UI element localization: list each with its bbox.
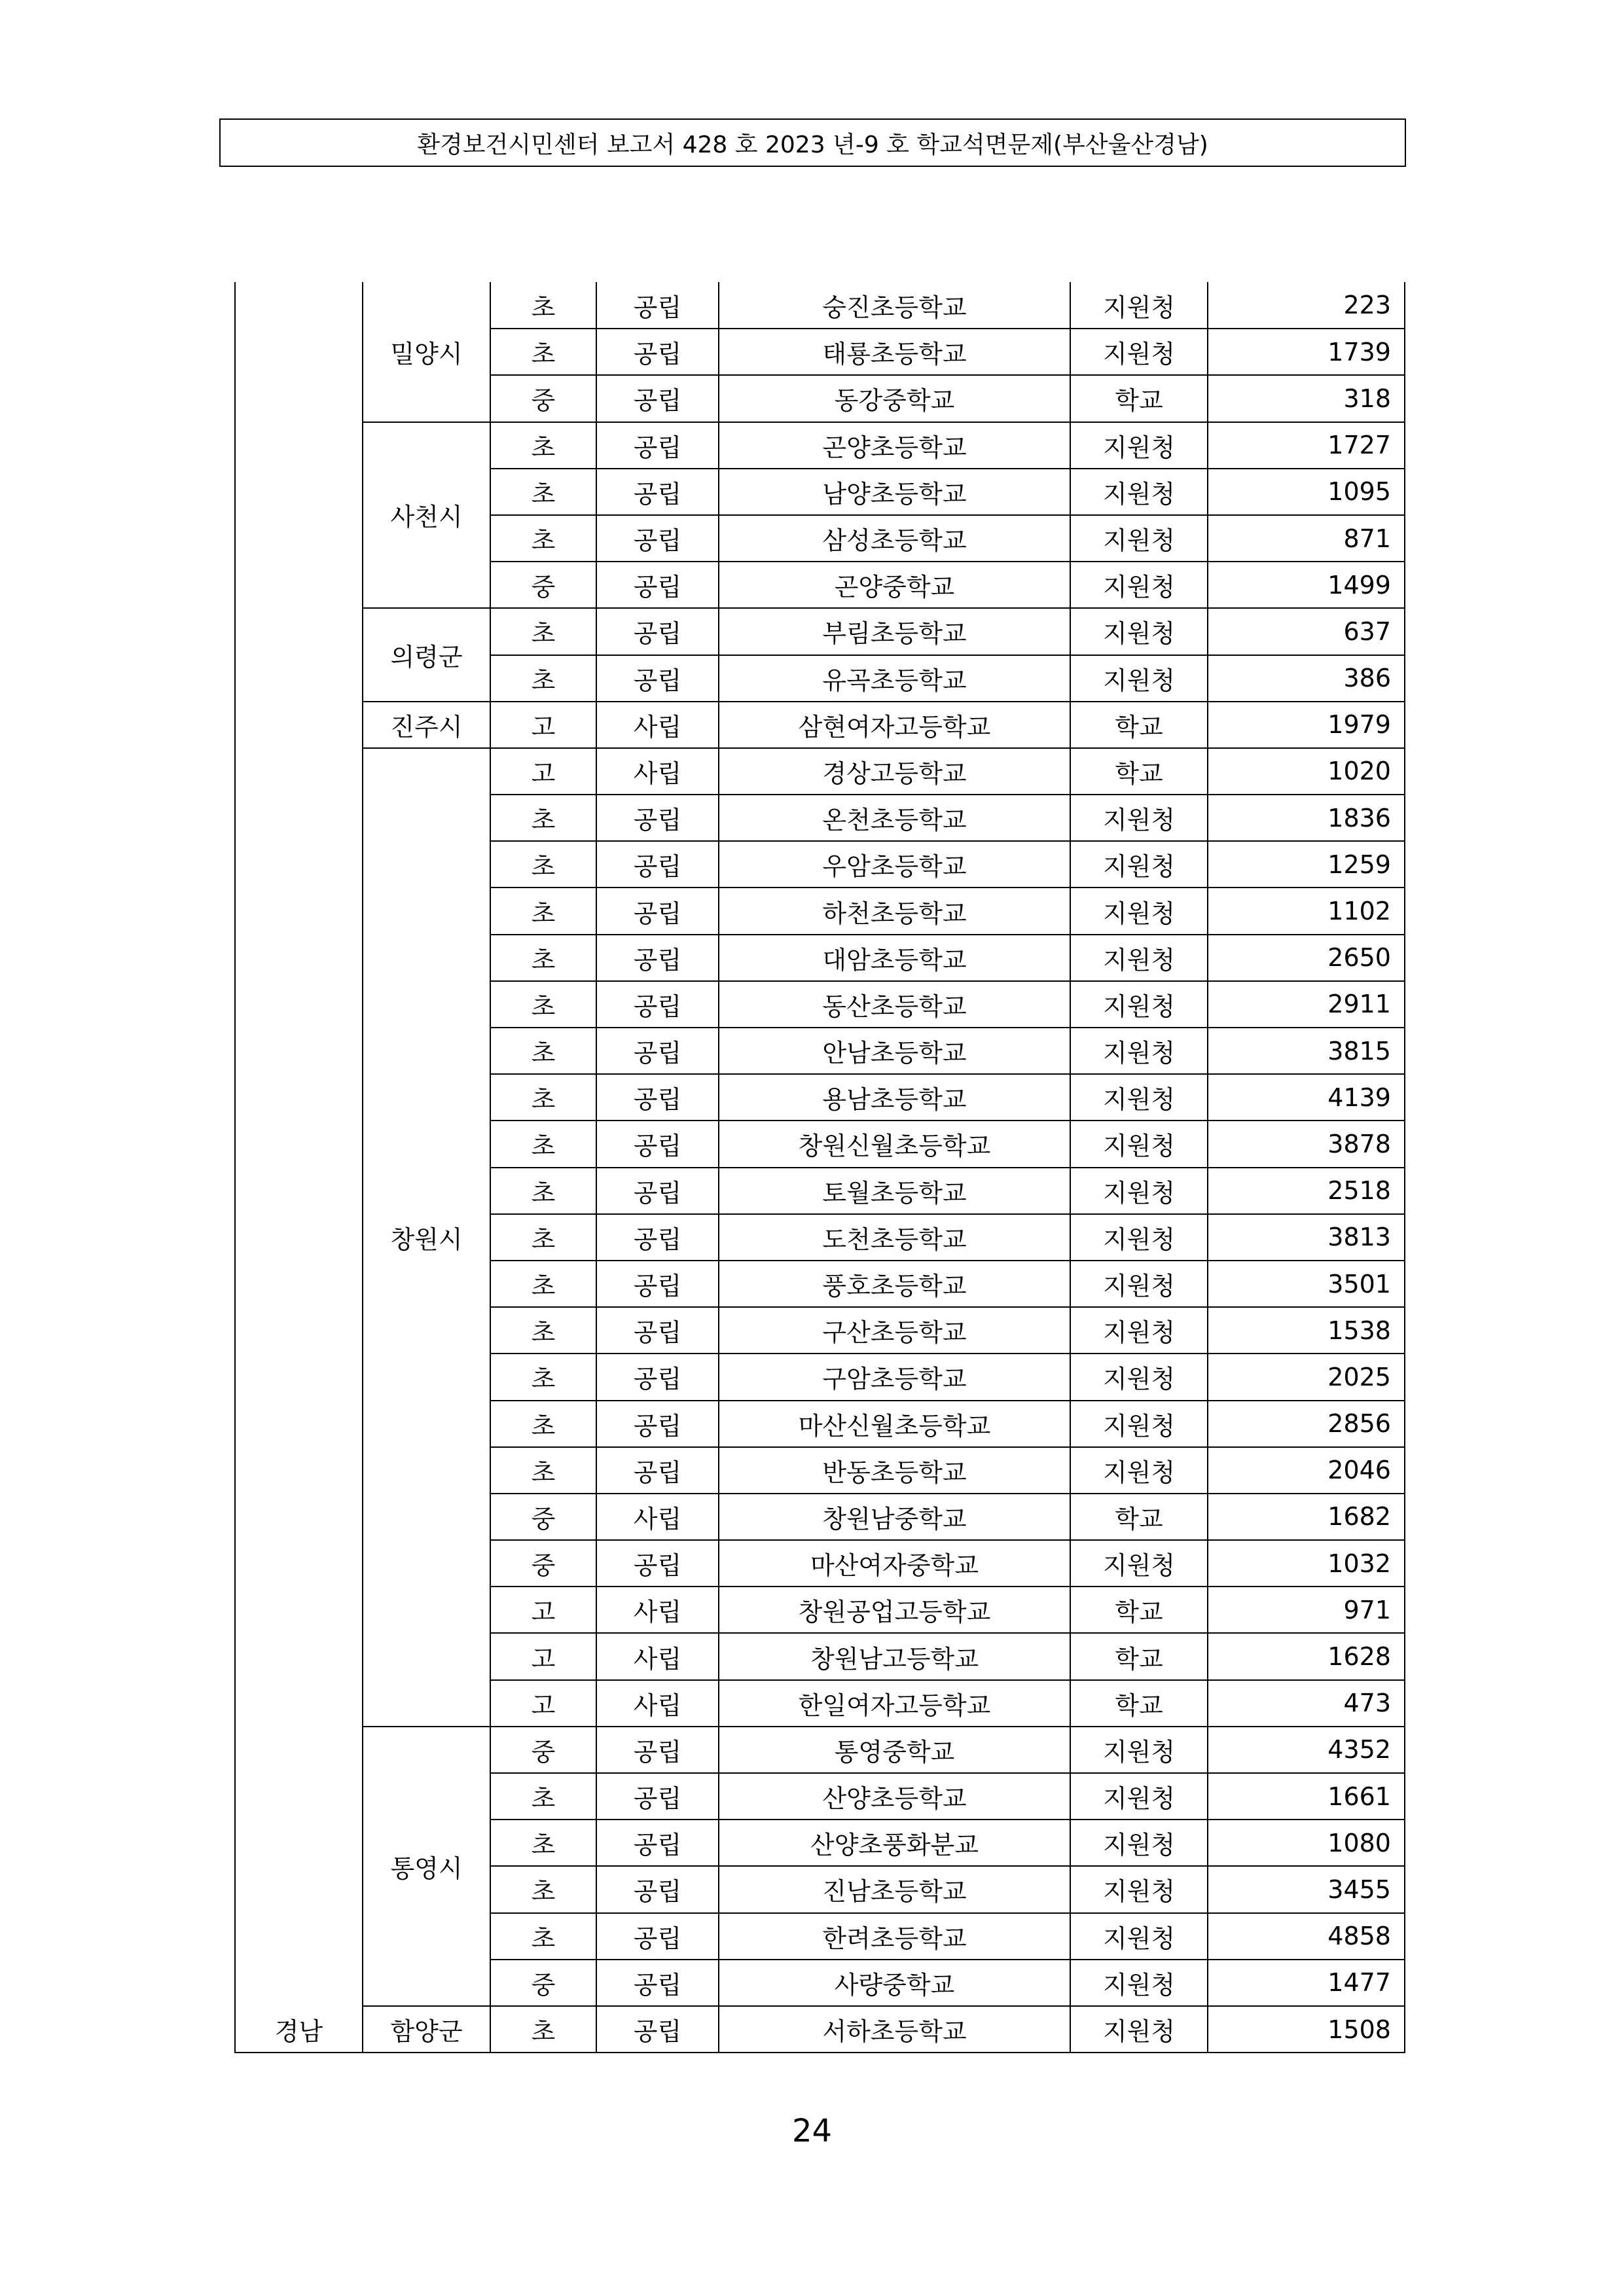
region-cell: [235, 1913, 363, 1960]
count-cell: 1102: [1208, 888, 1405, 934]
school-level-cell: 중: [490, 562, 596, 608]
management-cell: 지원청: [1070, 1214, 1208, 1261]
management-cell: 지원청: [1070, 2006, 1208, 2053]
school-name-cell: 하천초등학교: [719, 888, 1070, 934]
management-cell: 지원청: [1070, 562, 1208, 608]
school-name-cell: 삼성초등학교: [719, 515, 1070, 562]
school-level-cell: 중: [490, 1494, 596, 1540]
count-cell: 1538: [1208, 1307, 1405, 1354]
management-cell: 지원청: [1070, 1820, 1208, 1866]
school-level-cell: 초: [490, 1866, 596, 1912]
school-type-cell: 공립: [596, 1960, 719, 2006]
school-name-cell: 온천초등학교: [719, 795, 1070, 841]
school-name-cell: 진남초등학교: [719, 1866, 1070, 1912]
count-cell: 971: [1208, 1587, 1405, 1633]
region-cell: [235, 795, 363, 841]
school-level-cell: 고: [490, 748, 596, 795]
school-type-cell: 공립: [596, 935, 719, 981]
school-type-cell: 공립: [596, 1028, 719, 1074]
school-type-cell: 공립: [596, 655, 719, 702]
school-name-cell: 동산초등학교: [719, 981, 1070, 1028]
count-cell: 473: [1208, 1680, 1405, 1727]
school-level-cell: 초: [490, 1214, 596, 1261]
school-name-cell: 창원남중학교: [719, 1494, 1070, 1540]
count-cell: 3501: [1208, 1261, 1405, 1307]
region-cell: [235, 841, 363, 888]
school-level-cell: 초: [490, 1028, 596, 1074]
school-type-cell: 공립: [596, 1214, 719, 1261]
count-cell: 3813: [1208, 1214, 1405, 1261]
school-level-cell: 초: [490, 1773, 596, 1820]
region-cell: [235, 562, 363, 608]
school-type-cell: 사립: [596, 748, 719, 795]
school-type-cell: 공립: [596, 1401, 719, 1447]
school-name-cell: 경상고등학교: [719, 748, 1070, 795]
management-cell: 지원청: [1070, 655, 1208, 702]
school-name-cell: 삼현여자고등학교: [719, 702, 1070, 748]
count-cell: 4139: [1208, 1074, 1405, 1121]
region-cell: [235, 935, 363, 981]
region-cell: [235, 1074, 363, 1121]
school-level-cell: 고: [490, 702, 596, 748]
school-type-cell: 공립: [596, 515, 719, 562]
school-level-cell: 초: [490, 1913, 596, 1960]
count-cell: 1032: [1208, 1540, 1405, 1587]
school-type-cell: 공립: [596, 1168, 719, 1214]
region-cell: [235, 702, 363, 748]
count-cell: 1499: [1208, 562, 1405, 608]
school-level-cell: 초: [490, 2006, 596, 2053]
school-level-cell: 중: [490, 375, 596, 422]
table-row: [235, 1727, 1405, 1773]
management-cell: 지원청: [1070, 515, 1208, 562]
city-cell: 함양군: [363, 2006, 490, 2053]
management-cell: 지원청: [1070, 1121, 1208, 1167]
school-name-cell: 창원신월초등학교: [719, 1121, 1070, 1167]
count-cell: 4858: [1208, 1913, 1405, 1960]
region-cell: [235, 1633, 363, 1679]
school-name-cell: 반동초등학교: [719, 1447, 1070, 1494]
school-type-cell: 사립: [596, 1494, 719, 1540]
school-level-cell: 초: [490, 1261, 596, 1307]
school-type-cell: 공립: [596, 1121, 719, 1167]
school-type-cell: 공립: [596, 1447, 719, 1494]
region-cell: [235, 1820, 363, 1866]
count-cell: 223: [1208, 282, 1405, 329]
school-name-cell: 곤양초등학교: [719, 422, 1070, 469]
region-cell: [235, 1354, 363, 1400]
region-cell: [235, 1028, 363, 1074]
count-cell: 1727: [1208, 422, 1405, 469]
table-body: [235, 282, 1405, 2053]
school-level-cell: 초: [490, 282, 596, 329]
management-cell: 학교: [1070, 1633, 1208, 1679]
count-cell: 3455: [1208, 1866, 1405, 1912]
count-cell: 637: [1208, 608, 1405, 655]
school-type-cell: 공립: [596, 795, 719, 841]
region-cell: [235, 748, 363, 795]
region-cell: [235, 329, 363, 375]
count-cell: 2911: [1208, 981, 1405, 1028]
school-name-cell: 통영중학교: [719, 1727, 1070, 1773]
school-type-cell: 공립: [596, 841, 719, 888]
school-level-cell: 초: [490, 1401, 596, 1447]
school-level-cell: 초: [490, 469, 596, 515]
school-name-cell: 용남초등학교: [719, 1074, 1070, 1121]
management-cell: 지원청: [1070, 888, 1208, 934]
region-cell: [235, 422, 363, 469]
school-name-cell: 창원남고등학교: [719, 1633, 1070, 1679]
management-cell: 학교: [1070, 1494, 1208, 1540]
count-cell: 1477: [1208, 1960, 1405, 2006]
report-title: 환경보건시민센터 보고서 428 호 2023 년-9 호 학교석면문제(부산울산경남): [417, 131, 1208, 158]
count-cell: 1682: [1208, 1494, 1405, 1540]
school-level-cell: 고: [490, 1587, 596, 1633]
page-number: 24: [791, 2113, 833, 2149]
count-cell: 1628: [1208, 1633, 1405, 1679]
school-level-cell: 고: [490, 1633, 596, 1679]
school-type-cell: 사립: [596, 1633, 719, 1679]
count-cell: 871: [1208, 515, 1405, 562]
school-type-cell: 공립: [596, 1307, 719, 1354]
management-cell: 지원청: [1070, 1028, 1208, 1074]
region-cell: [235, 1168, 363, 1214]
school-type-cell: 공립: [596, 1727, 719, 1773]
school-level-cell: 중: [490, 1727, 596, 1773]
region-cell: [235, 282, 363, 329]
school-level-cell: 중: [490, 1960, 596, 2006]
management-cell: 지원청: [1070, 795, 1208, 841]
school-level-cell: 초: [490, 1307, 596, 1354]
report-header: [219, 118, 1406, 167]
school-type-cell: 공립: [596, 608, 719, 655]
school-name-cell: 동강중학교: [719, 375, 1070, 422]
school-name-cell: 산양초등학교: [719, 1773, 1070, 1820]
school-name-cell: 부림초등학교: [719, 608, 1070, 655]
school-name-cell: 한일여자고등학교: [719, 1680, 1070, 1727]
region-cell: [235, 1773, 363, 1820]
school-type-cell: 공립: [596, 1773, 719, 1820]
region-cell: [235, 1680, 363, 1727]
region-cell: [235, 1447, 363, 1494]
count-cell: 2650: [1208, 935, 1405, 981]
school-level-cell: 초: [490, 1121, 596, 1167]
count-cell: 2046: [1208, 1447, 1405, 1494]
school-name-cell: 풍호초등학교: [719, 1261, 1070, 1307]
school-level-cell: 초: [490, 1074, 596, 1121]
count-cell: 1020: [1208, 748, 1405, 795]
school-type-cell: 사립: [596, 1680, 719, 1727]
management-cell: 지원청: [1070, 329, 1208, 375]
school-type-cell: 공립: [596, 1261, 719, 1307]
count-cell: 1979: [1208, 702, 1405, 748]
management-cell: 지원청: [1070, 1540, 1208, 1587]
school-name-cell: 태룡초등학교: [719, 329, 1070, 375]
school-level-cell: 초: [490, 841, 596, 888]
school-level-cell: 초: [490, 329, 596, 375]
school-type-cell: 공립: [596, 1074, 719, 1121]
region-cell: [235, 1307, 363, 1354]
school-asbestos-table: [234, 282, 1405, 2053]
school-name-cell: 창원공업고등학교: [719, 1587, 1070, 1633]
region-cell: [235, 469, 363, 515]
school-type-cell: 공립: [596, 469, 719, 515]
school-type-cell: 공립: [596, 2006, 719, 2053]
count-cell: 2025: [1208, 1354, 1405, 1400]
school-name-cell: 한려초등학교: [719, 1913, 1070, 1960]
school-type-cell: 공립: [596, 282, 719, 329]
management-cell: 지원청: [1070, 1773, 1208, 1820]
management-cell: 지원청: [1070, 1913, 1208, 1960]
school-name-cell: 토월초등학교: [719, 1168, 1070, 1214]
region-cell: [235, 1261, 363, 1307]
count-cell: 4352: [1208, 1727, 1405, 1773]
management-cell: 지원청: [1070, 469, 1208, 515]
management-cell: 지원청: [1070, 422, 1208, 469]
school-name-cell: 마산신월초등학교: [719, 1401, 1070, 1447]
school-type-cell: 공립: [596, 422, 719, 469]
management-cell: 지원청: [1070, 1168, 1208, 1214]
region-cell: [235, 1540, 363, 1587]
count-cell: 318: [1208, 375, 1405, 422]
management-cell: 학교: [1070, 702, 1208, 748]
table-row: [235, 748, 1405, 795]
city-cell: 통영시: [363, 1727, 490, 2006]
school-type-cell: 공립: [596, 1540, 719, 1587]
school-type-cell: 공립: [596, 981, 719, 1028]
table-row: [235, 422, 1405, 469]
management-cell: 학교: [1070, 375, 1208, 422]
count-cell: 3815: [1208, 1028, 1405, 1074]
region-cell: [235, 655, 363, 702]
region-cell: [235, 515, 363, 562]
school-type-cell: 공립: [596, 329, 719, 375]
management-cell: 학교: [1070, 1680, 1208, 1727]
count-cell: 1259: [1208, 841, 1405, 888]
table-row: [235, 702, 1405, 748]
management-cell: 학교: [1070, 748, 1208, 795]
count-cell: 1080: [1208, 1820, 1405, 1866]
city-cell: 의령군: [363, 608, 490, 701]
table-row: [235, 282, 1405, 329]
count-cell: 1739: [1208, 329, 1405, 375]
table-row: [235, 608, 1405, 655]
school-name-cell: 서하초등학교: [719, 2006, 1070, 2053]
city-cell: 사천시: [363, 422, 490, 609]
management-cell: 지원청: [1070, 1074, 1208, 1121]
region-cell: [235, 1727, 363, 1773]
region-cell: 경남: [235, 2006, 363, 2053]
region-cell: [235, 1214, 363, 1261]
region-cell: [235, 888, 363, 934]
management-cell: 지원청: [1070, 1261, 1208, 1307]
city-cell: 진주시: [363, 702, 490, 748]
school-level-cell: 초: [490, 422, 596, 469]
school-level-cell: 초: [490, 1354, 596, 1400]
school-name-cell: 안남초등학교: [719, 1028, 1070, 1074]
school-level-cell: 초: [490, 608, 596, 655]
school-type-cell: 공립: [596, 888, 719, 934]
school-name-cell: 구암초등학교: [719, 1354, 1070, 1400]
school-type-cell: 공립: [596, 1866, 719, 1912]
school-type-cell: 공립: [596, 562, 719, 608]
school-level-cell: 초: [490, 1820, 596, 1866]
management-cell: 지원청: [1070, 1866, 1208, 1912]
school-level-cell: 중: [490, 1540, 596, 1587]
count-cell: 1095: [1208, 469, 1405, 515]
region-cell: [235, 1494, 363, 1540]
school-name-cell: 구산초등학교: [719, 1307, 1070, 1354]
region-cell: [235, 1587, 363, 1633]
management-cell: 지원청: [1070, 981, 1208, 1028]
city-cell: 창원시: [363, 748, 490, 1727]
region-cell: [235, 1121, 363, 1167]
school-name-cell: 마산여자중학교: [719, 1540, 1070, 1587]
school-level-cell: 초: [490, 935, 596, 981]
school-level-cell: 초: [490, 1168, 596, 1214]
school-name-cell: 사량중학교: [719, 1960, 1070, 2006]
school-type-cell: 공립: [596, 1820, 719, 1866]
count-cell: 1661: [1208, 1773, 1405, 1820]
region-cell: [235, 981, 363, 1028]
region-cell: [235, 1401, 363, 1447]
management-cell: 지원청: [1070, 1401, 1208, 1447]
school-level-cell: 초: [490, 655, 596, 702]
school-type-cell: 사립: [596, 702, 719, 748]
management-cell: 지원청: [1070, 1307, 1208, 1354]
region-cell: [235, 1866, 363, 1912]
count-cell: 3878: [1208, 1121, 1405, 1167]
count-cell: 2856: [1208, 1401, 1405, 1447]
management-cell: 지원청: [1070, 1960, 1208, 2006]
school-type-cell: 공립: [596, 1354, 719, 1400]
school-level-cell: 초: [490, 981, 596, 1028]
school-name-cell: 도천초등학교: [719, 1214, 1070, 1261]
management-cell: 학교: [1070, 1587, 1208, 1633]
management-cell: 지원청: [1070, 841, 1208, 888]
management-cell: 지원청: [1070, 1447, 1208, 1494]
school-name-cell: 대암초등학교: [719, 935, 1070, 981]
count-cell: 1508: [1208, 2006, 1405, 2053]
school-type-cell: 공립: [596, 1913, 719, 1960]
school-name-cell: 유곡초등학교: [719, 655, 1070, 702]
school-name-cell: 곤양중학교: [719, 562, 1070, 608]
school-level-cell: 초: [490, 888, 596, 934]
management-cell: 지원청: [1070, 1354, 1208, 1400]
region-cell: [235, 608, 363, 655]
management-cell: 지원청: [1070, 1727, 1208, 1773]
management-cell: 지원청: [1070, 282, 1208, 329]
school-level-cell: 초: [490, 795, 596, 841]
region-cell: [235, 1960, 363, 2006]
count-cell: 386: [1208, 655, 1405, 702]
school-level-cell: 초: [490, 1447, 596, 1494]
school-name-cell: 숭진초등학교: [719, 282, 1070, 329]
management-cell: 지원청: [1070, 935, 1208, 981]
school-name-cell: 산양초풍화분교: [719, 1820, 1070, 1866]
count-cell: 2518: [1208, 1168, 1405, 1214]
city-cell: 밀양시: [363, 282, 490, 422]
school-level-cell: 고: [490, 1680, 596, 1727]
region-cell: [235, 375, 363, 422]
school-name-cell: 남양초등학교: [719, 469, 1070, 515]
management-cell: 지원청: [1070, 608, 1208, 655]
school-level-cell: 초: [490, 515, 596, 562]
school-type-cell: 사립: [596, 1587, 719, 1633]
school-type-cell: 공립: [596, 375, 719, 422]
school-name-cell: 우암초등학교: [719, 841, 1070, 888]
count-cell: 1836: [1208, 795, 1405, 841]
table-row: [235, 2006, 1405, 2053]
